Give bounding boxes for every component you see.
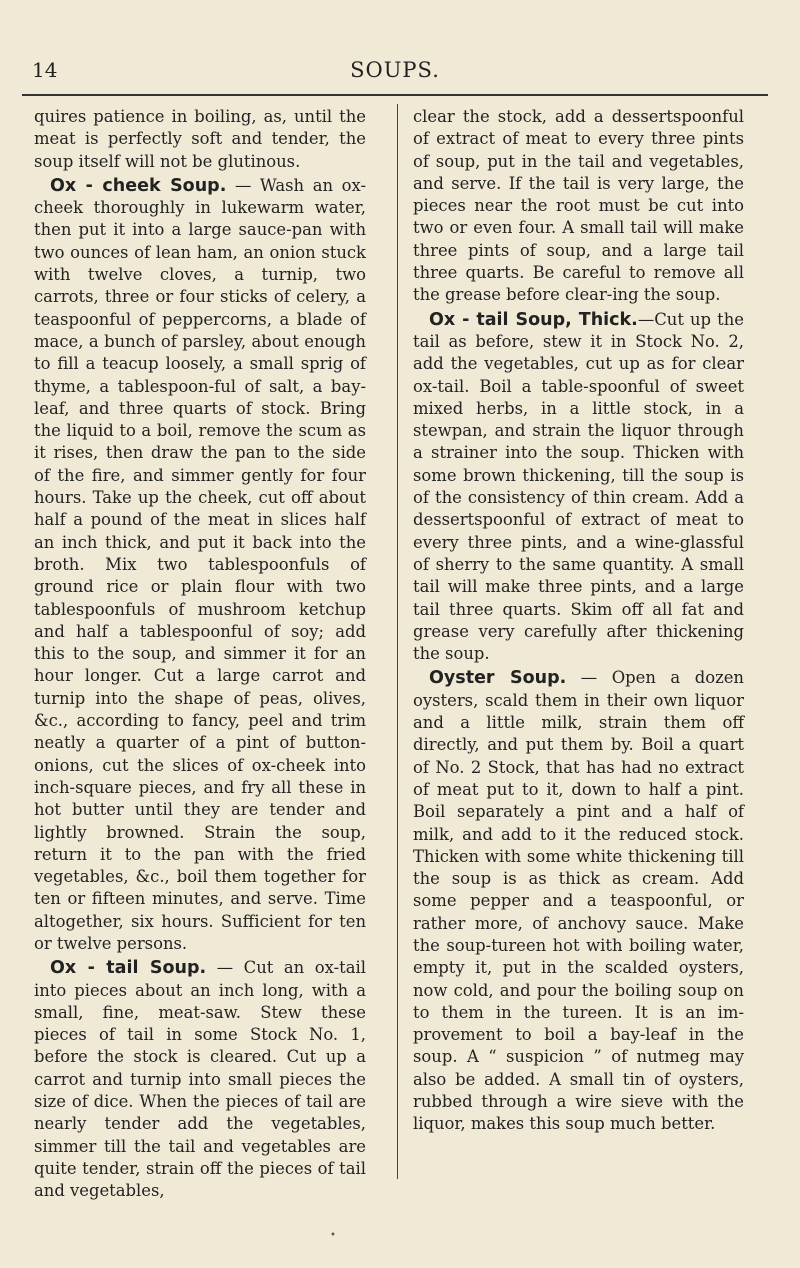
page-header (22, 58, 768, 86)
recipe-ox-tail-soup-thick (413, 309, 744, 666)
recipe-body: —Cut up the tail as before, stew it in Stock No. 2, add the vegetables, cut up as for clear ox-tail. Boil a table-spoonful of sweet mixed herbs, in a little stock, in a stewpan, and strain the liquor through a strainer into the soup. Thicken with some brown thickening, till the soup is of the consistency of thin cream. Add a dessertspoonful of extract of meat to every three pints, and a wine-glassful of sherry to the same quantity. A small tail will make three pints, and a large tail three quarts. Skim off all fat and grease very carefully after thickening the soup. (413, 309, 744, 664)
recipe-body: — Wash an ox-cheek thoroughly in lukewarm water, then put it into a large sauce-pan with two ounces of lean ham, an onion stuck with twelve cloves, a turnip, two carrots, three or four sticks of celery, a teaspoonful of peppercorns, a blade of mace, a bunch of parsley, about enough to fill a teacup loosely, a small sprig of thyme, a tablespoon-ful of salt, a bay-leaf, and three quarts of stock. Bring the liquid to a boil, remove the scum as it rises, then draw the pan to the side of the fire, and simmer gently for four hours. Take up the cheek, cut off about half a pound of the meat in slices half an inch thick, and put it back into the broth. Mix two tablespoonfuls of ground rice or plain flour with two tablespoonfuls of mushroom ketchup and half a tablespoonful of soy; add this to the soup, and simmer it for an hour longer. Cut a large carrot and turnip into the shape of peas, olives, &c., according to fancy, peel and trim neatly a quarter of a pint of button-onions, cut the slices of ox-cheek into inch-square pieces, and fry all these in hot butter until they are tender and lightly browned. Strain the soup, return it to the pan with the fried vegetables, &c., boil them together for ten or fifteen minutes, and serve. Time altogether, six hours. Sufficient for ten or twelve persons. (34, 175, 366, 953)
recipe-ox-tail-soup (34, 957, 366, 1202)
recipe-heading: Ox - tail Soup, Thick. (429, 309, 638, 330)
print-speck: • (330, 1230, 336, 1241)
column-divider (397, 104, 398, 1179)
recipe-heading: Ox - cheek Soup. (50, 175, 227, 196)
paragraph-continuation: clear the stock, add a dessertspoonful of extract of meat to every three pints of soup, put in the tail and vegetables, and serve. If the tail is very large, the pieces near the root must be cut into two or even four. A small tail will make three pints of soup, and a large tail three quarts. Be careful to remove all the grease before clear-ing the soup. (413, 107, 744, 305)
recipe-heading: Ox - tail Soup. (50, 958, 207, 979)
header-rule (22, 94, 768, 96)
page-number: 14 (32, 58, 58, 82)
recipe-body: — Cut an ox-tail into pieces about an inch long, with a small, fine, meat-saw. Stew these pieces of tail in some Stock No. 1, before the stock is cleared. Cut up a carrot and turnip into small pieces the size of dice. When the pieces of tail are nearly tender add the vegetables, simmer till the tail and vegetables are quite tender, strain off the pieces of tail and vegetables, (34, 958, 366, 1201)
recipe-oyster-soup (413, 667, 744, 1135)
recipe-heading: Oyster Soup. (429, 668, 567, 689)
left-column (34, 106, 366, 1203)
recipe-ox-cheek-soup (34, 175, 366, 955)
right-column (413, 106, 744, 1136)
paragraph-continuation: quires patience in boiling, as, until the meat is perfectly soft and tender, the soup itself will not be glutinous. (34, 107, 366, 171)
running-title: SOUPS. (350, 58, 440, 82)
recipe-body: — Open a dozen oysters, scald them in their own liquor and a little milk, strain them off directly, and put them by. Boil a quart of No. 2 Stock, that has had no extract of meat put to it, down to half a pint. Boil separately a pint and a half of milk, and add to it the reduced stock. Thicken with some white thickening till the soup is as thick as cream. Add some pepper and a teaspoonful, or rather more, of anchovy sauce. Make the soup-tureen hot with boiling water, empty it, put in the scalded oysters, now cold, and pour the boiling soup on to them in the tureen. It is an im-provement to boil a bay-leaf in the soup. A “ suspicion ” of nutmeg may also be added. A small tin of oysters, rubbed through a wire sieve with the liquor, makes this soup much better. (413, 668, 744, 1134)
